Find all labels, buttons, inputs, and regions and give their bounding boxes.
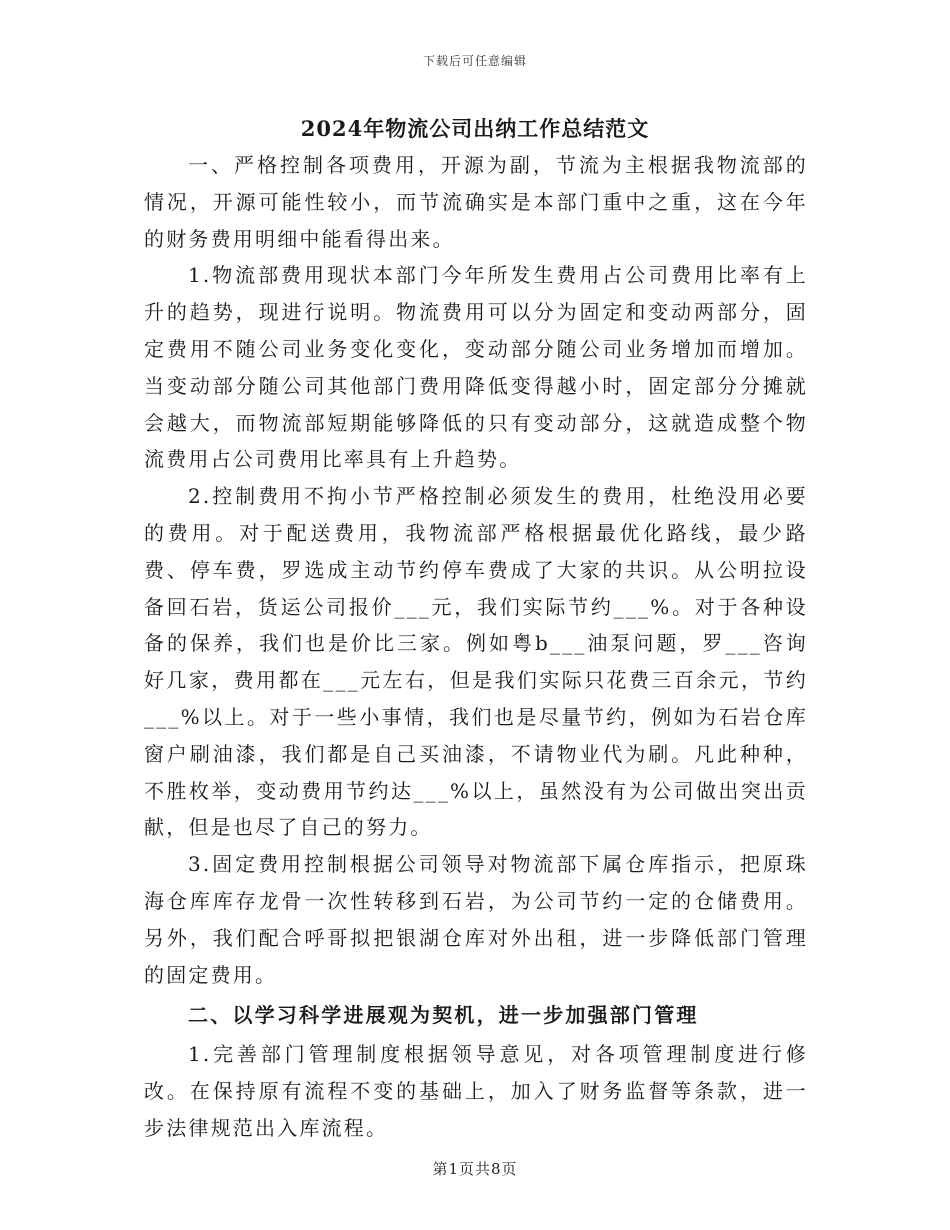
paragraph-fixed-cost: 3.固定费用控制根据公司领导对物流部下属仓库指示，把原珠海仓库库存龙骨一次性转移到石岩，为公司节约一定的仓储费用。另外，我们配合呼哥拟把银湖仓库对外出租，进一步降低部门管理的固定费用。 bbox=[144, 852, 808, 987]
document-title: 2024年物流公司出纳工作总结范文 bbox=[300, 116, 650, 141]
paragraph-cost-status: 1.物流部费用现状本部门今年所发生费用占公司费用比率有上升的趋势，现进行说明。物流费用可以分为固定和变动两部分，固定费用不随公司业务变化变化，变动部分随公司业务增加而增加。当变动部分随公司其他部门费用降低变得越小时，固定部分分摊就会越大，而物流部短期能够降低的只有变动部分，这就造成整个物流费用占公司费用比率具有上升趋势。 bbox=[144, 263, 808, 472]
section2-heading: 二、以学习科学进展观为契机，进一步加强部门管理 bbox=[188, 1003, 699, 1028]
paragraph-cost-control: 2.控制费用不拘小节严格控制必须发生的费用，杜绝没用必要的费用。对于配送费用，我物流部严格根据最优化路线，最少路费、停车费，罗选成主动节约停车费成了大家的共识。从公明拉设备回石岩，货运公司报价___元，我们实际节约___%。对于各种设备的保养，我们也是价比三家。例如粤b___油泵问题，罗___咨询好几家，费用都在___元左右，但是我们实际只花费三百余元，节约___%以上。对于一些小事情，我们也是尽量节约，例如为石岩仓库窗户刷油漆，我们都是自己买油漆，不请物业代为刷。凡此种种，不胜枚举，变动费用节约达___%以上，虽然没有为公司做出突出贡献，但是也尽了自己的努力。 bbox=[144, 484, 808, 840]
page-header-note: 下载后可任意编辑 bbox=[422, 54, 527, 68]
document-body bbox=[144, 147, 808, 1147]
paragraph-section1-intro: 一、严格控制各项费用，开源为副，节流为主根据我物流部的情况，开源可能性较小，而节流确实是本部门重中之重，这在今年的财务费用明细中能看得出来。 bbox=[144, 153, 808, 251]
paragraph-management-system: 1.完善部门管理制度根据领导意见，对各项管理制度进行修改。在保持原有流程不变的基础上，加入了财务监督等条款，进一步法律规范出入库流程。 bbox=[144, 1042, 808, 1140]
page-number: 第1页共8页 bbox=[432, 1160, 518, 1178]
